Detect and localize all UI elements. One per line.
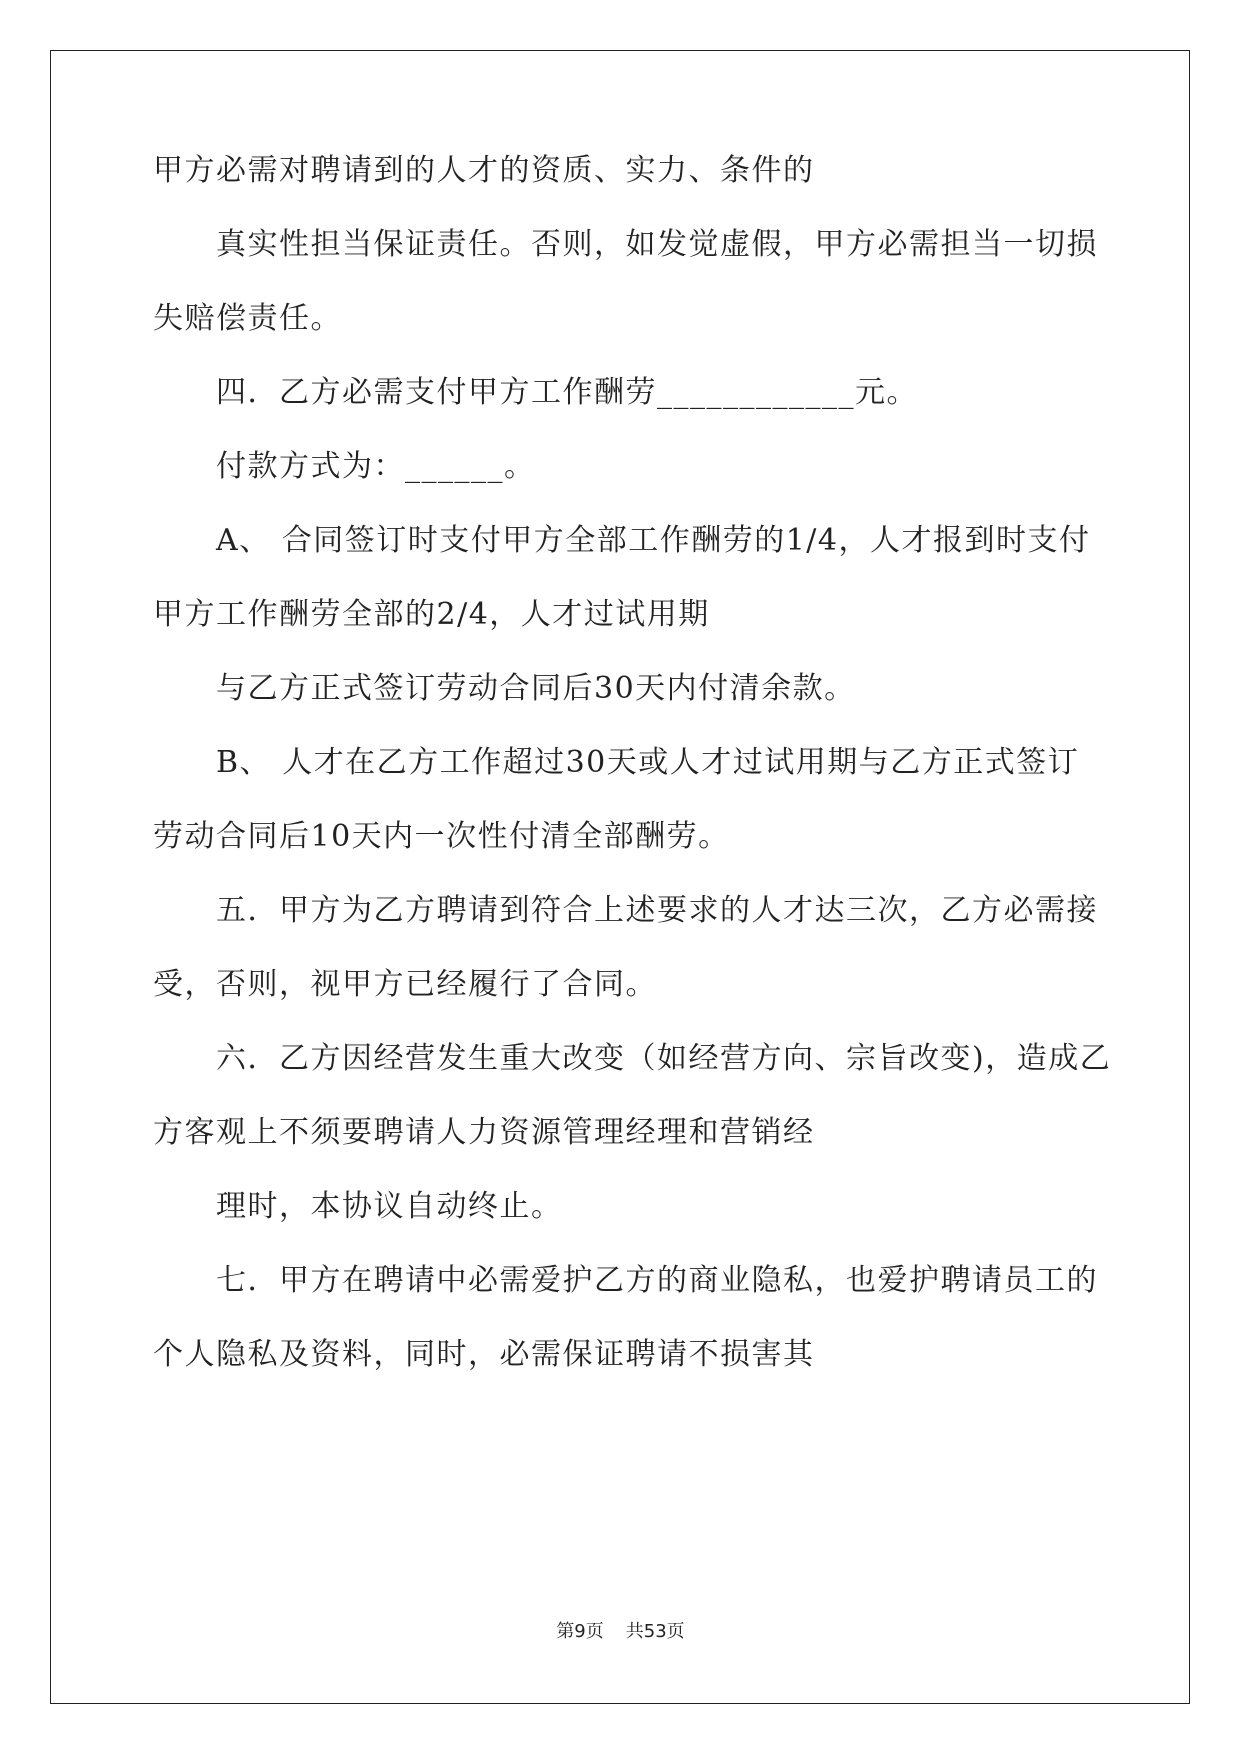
page-total: 共53页: [625, 1621, 685, 1642]
text-line: 甲方必需对聘请到的人才的资质、实力、条件的: [153, 153, 815, 188]
text-line: 六．乙方因经营发生重大改变（如经营方向、宗旨改变)，造成乙: [216, 1041, 1112, 1076]
text-line: A、 合同签订时支付甲方全部工作酬劳的1/4，人才报到时支付: [216, 523, 1091, 558]
page-number: 第9页: [556, 1621, 604, 1642]
text-line: 劳动合同后10天内一次性付清全部酬劳。: [153, 819, 730, 854]
text-line: 受，否则，视甲方已经履行了合同。: [153, 967, 657, 1002]
text-line: 失赔偿责任。: [153, 301, 342, 336]
text-line: 付款方式为：______。: [216, 449, 536, 484]
text-line: 与乙方正式签订劳动合同后30天内付清余款。: [216, 671, 856, 706]
text-line: 真实性担当保证责任。否则，如发觉虚假，甲方必需担当一切损: [216, 227, 1098, 262]
text-line: 甲方工作酬劳全部的2/4，人才过试用期: [153, 597, 710, 632]
text-line: 七．甲方在聘请中必需爱护乙方的商业隐私，也爱护聘请员工的: [216, 1263, 1098, 1298]
text-line: 方客观上不须要聘请人力资源管理经理和营销经: [153, 1115, 815, 1150]
text-line: 个人隐私及资料，同时，必需保证聘请不损害其: [153, 1337, 815, 1372]
page-footer: [0, 1620, 1241, 1644]
text-line: B、 人才在乙方工作超过30天或人才过试用期与乙方正式签订: [216, 745, 1080, 780]
text-line: 五．甲方为乙方聘请到符合上述要求的人才达三次，乙方必需接: [216, 893, 1098, 928]
text-line: 理时，本协议自动终止。: [216, 1189, 563, 1224]
text-line: 四．乙方必需支付甲方工作酬劳____________元。: [216, 375, 918, 410]
